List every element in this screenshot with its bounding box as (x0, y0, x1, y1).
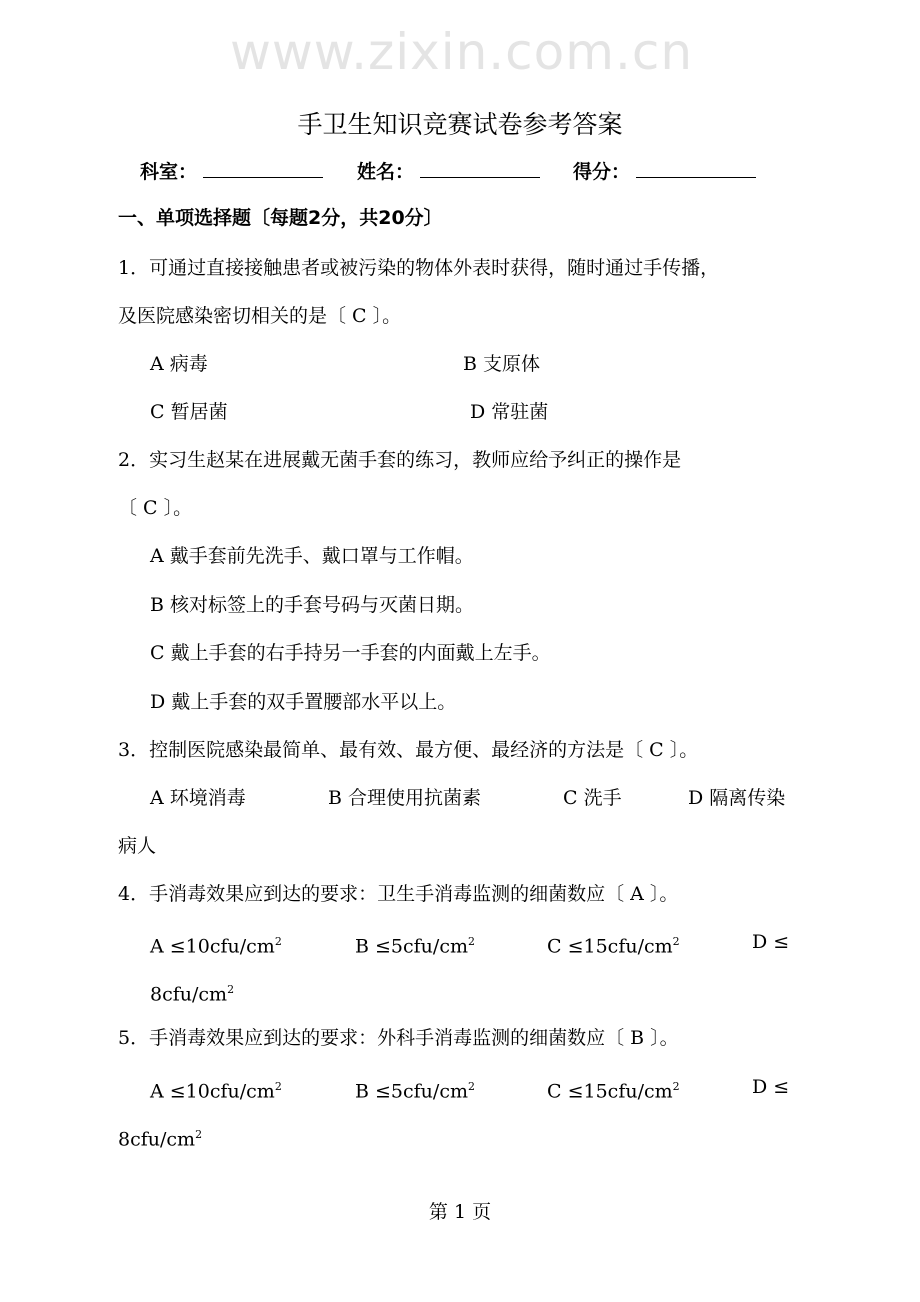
q4-option-b (355, 929, 475, 959)
q3-option-b: B 合理使用抗菌素 (328, 787, 482, 809)
q2-option-b: B 核对标签上的手套号码与灭菌日期。 (150, 594, 475, 616)
superscript: 2 (227, 983, 235, 996)
q5-option-b-text: B ≤5cfu/cm (355, 1080, 468, 1103)
q2-text-cont: 〔 C 〕。 (118, 497, 193, 519)
q5-text: 5．手消毒效果应到达的要求：外科手消毒监测的细菌数应〔 B 〕。 (118, 1027, 679, 1049)
name-field (357, 159, 540, 185)
q1-option-b: B 支原体 (463, 353, 541, 375)
q5-option-c-text: C ≤15cfu/cm (547, 1080, 673, 1103)
superscript: 2 (195, 1128, 203, 1141)
q2-option-a: A 戴手套前先洗手、戴口罩与工作帽。 (150, 545, 474, 567)
q3-text: 3．控制医院感染最简单、最有效、最方便、最经济的方法是〔 C 〕。 (118, 739, 699, 761)
q3-option-a: A 环境消毒 (150, 787, 246, 809)
superscript: 2 (467, 935, 475, 948)
q5-option-c (547, 1074, 680, 1104)
q1-option-d: D 常驻菌 (470, 401, 549, 423)
q2-option-d: D 戴上手套的双手置腰部水平以上。 (150, 691, 457, 713)
name-blank (420, 159, 540, 178)
q1-text-cont: 及医院感染密切相关的是〔 C 〕。 (118, 305, 402, 327)
q5-option-d: D ≤ (752, 1076, 790, 1098)
superscript: 2 (274, 1080, 282, 1093)
q4-option-d: D ≤ (752, 931, 790, 953)
q3-option-c: C 洗手 (563, 787, 622, 809)
name-label: 姓名： (357, 161, 415, 183)
q4-option-b-text: B ≤5cfu/cm (355, 935, 468, 958)
superscript: 2 (672, 1080, 680, 1093)
dept-label: 科室： (140, 161, 198, 183)
q4-option-d-cont-text: 8cfu/cm (150, 983, 228, 1006)
q2-option-c: C 戴上手套的右手持另一手套的内面戴上左手。 (150, 642, 551, 664)
q5-option-a-text: A ≤10cfu/cm (150, 1080, 275, 1103)
superscript: 2 (274, 935, 282, 948)
dept-field (140, 159, 323, 185)
section-heading: 一、单项选择题〔每题2分，共20分〕 (118, 207, 443, 229)
q4-option-d-cont (150, 977, 234, 1007)
dept-blank (203, 159, 323, 178)
page-number: 第 1 页 (428, 1201, 492, 1223)
watermark: www.zixin.com.cn (230, 23, 694, 81)
q5-option-d-cont-text: 8cfu/cm (118, 1128, 196, 1151)
q1-text: 1．可通过直接接触患者或被污染的物体外表时获得，随时通过手传播， (118, 257, 720, 279)
q4-option-c (547, 929, 680, 959)
page-title: 手卫生知识竞赛试卷参考答案 (297, 110, 623, 139)
q1-option-a: A 病毒 (150, 353, 208, 375)
q4-option-a-text: A ≤10cfu/cm (150, 935, 275, 958)
q4-option-c-text: C ≤15cfu/cm (547, 935, 673, 958)
q4-text: 4．手消毒效果应到达的要求：卫生手消毒监测的细菌数应〔 A 〕。 (118, 883, 679, 905)
q1-option-c: C 暂居菌 (150, 401, 228, 423)
q5-option-a (150, 1074, 282, 1104)
q5-option-b (355, 1074, 475, 1104)
score-field (573, 159, 756, 185)
q2-text: 2．实习生赵某在进展戴无菌手套的练习，教师应给予纠正的操作是 (118, 449, 682, 471)
score-label: 得分： (573, 161, 631, 183)
superscript: 2 (672, 935, 680, 948)
q3-option-d: D 隔离传染 (688, 787, 786, 809)
q5-option-d-cont (118, 1122, 202, 1152)
q4-option-a (150, 929, 282, 959)
q3-option-d-cont: 病人 (118, 835, 157, 857)
score-blank (636, 159, 756, 178)
superscript: 2 (467, 1080, 475, 1093)
